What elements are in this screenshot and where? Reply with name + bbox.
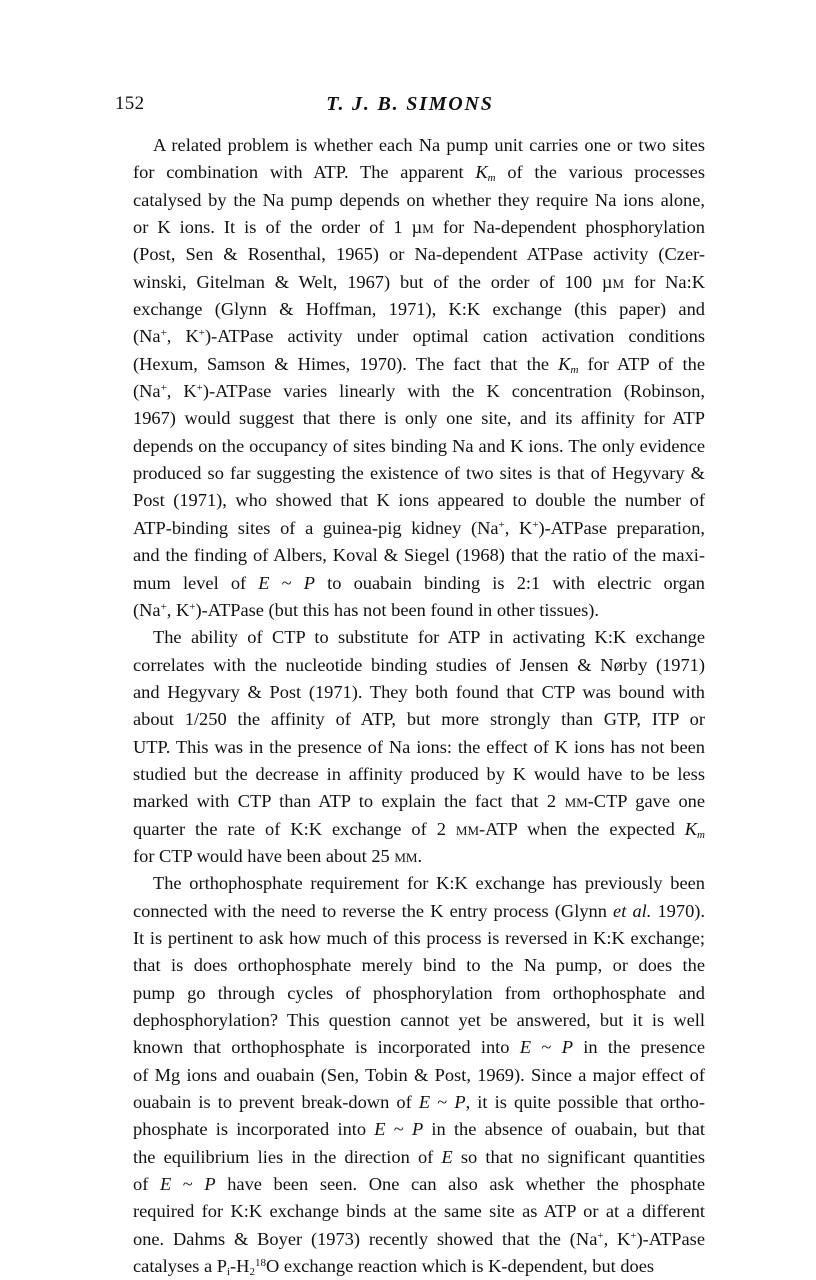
text-line: about 1/250 the affinity of ATP, but more strongly than GTP, ITP or: [133, 709, 705, 730]
running-head: [115, 93, 705, 123]
text-line: required for K:K exchange binds at the same site as ATP or at a different: [133, 1201, 705, 1222]
text-line: correlates with the nucleotide binding studies of Jensen & Nørby (1971): [133, 654, 705, 675]
text-line: (Post, Sen & Rosenthal, 1965) or Na-dependent ATPase activity (Czer-: [133, 244, 705, 265]
body-text: [115, 132, 705, 1280]
text-line: that is does orthophosphate merely bind to the Na pump, or does the: [133, 955, 705, 976]
text-line: one. Dahms & Boyer (1973) recently showed that the (Na+, K+)-ATPase: [133, 1228, 705, 1249]
text-line: or K ions. It is of the order of 1 µm for Na-dependent phosphorylation: [133, 217, 705, 238]
paragraph-atp-sites: [115, 132, 705, 624]
text-line: of E ~ P have been seen. One can also ask whether the phosphate: [133, 1174, 705, 1195]
text-line: for combination with ATP. The apparent $K_m$ of the various processes: [133, 162, 705, 185]
text-line: The orthophosphate requirement for K:K exchange has previously been: [153, 873, 705, 894]
text-line: Post (1971), who showed that K ions appeared to double the number of: [133, 490, 705, 511]
text-line: marked with CTP than ATP to explain the fact that 2 mm-CTP gave one: [133, 791, 705, 812]
text-line: phosphate is incorporated into E ~ P in the absence of ouabain, but that: [133, 1119, 705, 1140]
text-line: pump go through cycles of phosphorylation from orthophosphate and: [133, 982, 705, 1003]
text-line: The ability of CTP to substitute for ATP in activating K:K exchange: [153, 627, 705, 648]
text-line: studied but the decrease in affinity produced by K would have to be less: [133, 763, 705, 784]
text-line: ATP-binding sites of a guinea-pig kidney (Na+, K+)-ATPase preparation,: [133, 517, 705, 538]
paragraph-ctp-substitution: [115, 624, 705, 870]
text-line: depends on the occupancy of sites binding Na and K ions. The only evidence: [133, 435, 705, 456]
text-line: (Na+, K+)-ATPase varies linearly with the K concentration (Robinson,: [133, 381, 705, 402]
text-line: and the finding of Albers, Koval & Siegel (1968) that the ratio of the maxi-: [133, 545, 705, 566]
text-line: UTP. This was in the presence of Na ions: the effect of K ions has not been: [133, 736, 705, 757]
text-line: of Mg ions and ouabain (Sen, Tobin & Post, 1969). Since a major effect of: [133, 1064, 705, 1085]
text-line: connected with the need to reverse the K entry process (Glynn et al. 1970).: [133, 900, 705, 921]
text-line: (Na+, K+)-ATPase activity under optimal cation activation conditions: [133, 326, 705, 347]
text-line: and Hegyvary & Post (1971). They both found that CTP was bound with: [133, 681, 705, 702]
text-line: mum level of E ~ P to ouabain binding is 2:1 with electric organ: [133, 572, 705, 593]
text-line: It is pertinent to ask how much of this process is reversed in K:K exchange;: [133, 927, 705, 948]
text-line: known that orthophosphate is incorporated into E ~ P in the presence: [133, 1037, 706, 1058]
text-line: exchange (Glynn & Hoffman, 1971), K:K exchange (this paper) and: [133, 299, 705, 320]
text-line: winski, Gitelman & Welt, 1967) but of the order of 100 µm for Na:K: [133, 271, 705, 292]
text-line: catalysed by the Na pump depends on whether they require Na ions alone,: [133, 189, 705, 210]
text-line: A related problem is whether each Na pump unit carries one or two sites: [153, 135, 705, 155]
text-line: the equilibrium lies in the direction of E so that no significant quantities: [133, 1146, 705, 1167]
running-title: T. J. B. SIMONS: [326, 93, 494, 115]
text-line: quarter the rate of K:K exchange of 2 mm-ATP when the expected $K_m$: [133, 818, 705, 841]
text-line: ouabain is to prevent break-down of E ~ P, it is quite possible that ortho-: [133, 1092, 706, 1113]
text-line: (Na+, K+)-ATPase (but this has not been found in other tissues).: [133, 599, 600, 620]
text-line: dephosphorylation? This question cannot yet be answered, but it is well: [133, 1010, 705, 1030]
text-line: for CTP would have been about 25 mm.: [133, 845, 423, 866]
text-line: catalyses a $P_i-H_2^{18}O$ exchange reaction which is K-dependent, but does: [133, 1256, 655, 1279]
paragraph-orthophosphate: [115, 870, 705, 1280]
text-line: produced so far suggesting the existence of two sites is that of Hegyvary &: [133, 463, 705, 484]
text-line: (Hexum, Samson & Himes, 1970). The fact that the $K_m$ for ATP of the: [133, 353, 705, 376]
page-number: 152: [115, 93, 145, 114]
text-line: 1967) would suggest that there is only one site, and its affinity for ATP: [133, 408, 705, 429]
